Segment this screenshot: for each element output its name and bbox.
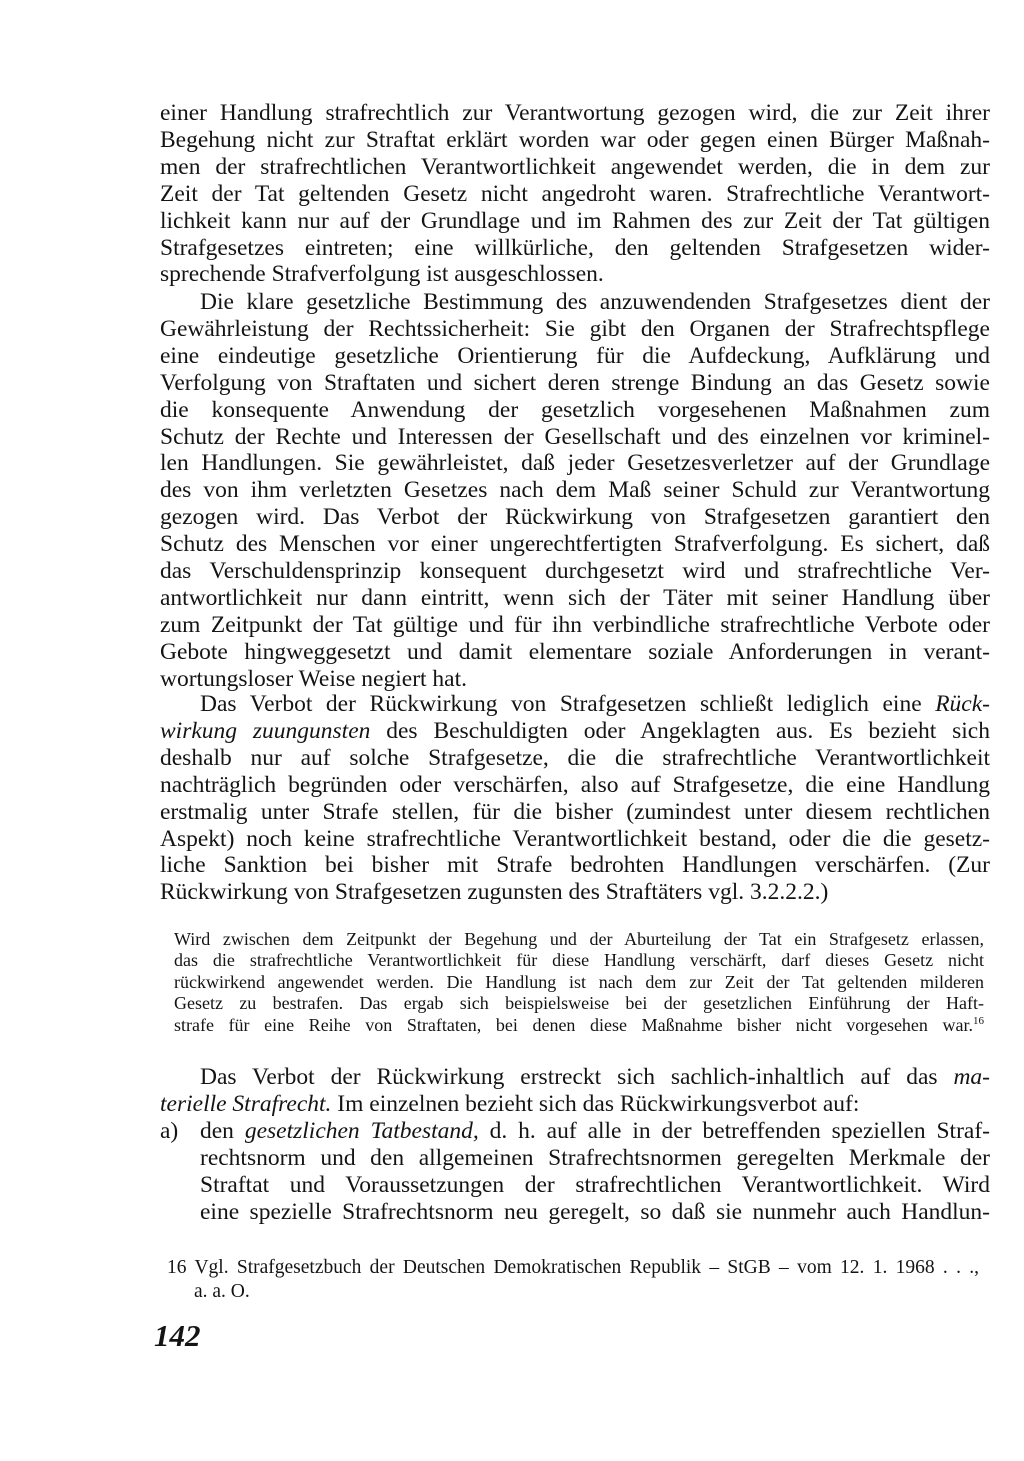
page-number: 142: [154, 1318, 201, 1353]
paragraph-4: [160, 1064, 990, 1225]
note-line: [174, 1015, 984, 1036]
list-item-a-line: rechtsnorm und den allgemeinen Strafrechtsnormen geregelten Merkmale der: [200, 1144, 990, 1171]
note-line: Wird zwischen dem Zeitpunkt der Begehung und der Aburteilung der Tat ein Strafgesetz erlassen,: [174, 929, 984, 949]
text-run: den: [200, 1117, 245, 1144]
emphasis-text: gesetzlichen Tatbestand,: [244, 1117, 479, 1144]
text-line: erstmalig unter Strafe stellen, für die bisher (zumindest unter diesem rechtlichen: [160, 798, 990, 825]
text-run: d. h. auf alle in der betreffenden speziellen Straf-: [478, 1117, 990, 1144]
footnote: [167, 1256, 979, 1303]
text-line: Aspekt) noch keine strafrechtliche Verantwortlichkeit bestand, oder die die gesetz-: [160, 825, 990, 852]
text-line: Verfolgung von Straftaten und sichert deren strenge Bindung an das Gesetz sowie: [160, 369, 990, 396]
text-line: len Handlungen. Sie gewährleistet, daß jeder Gesetzesverletzer auf der Grundlage: [160, 450, 990, 477]
note-line: das die strafrechtliche Verantwortlichkeit für diese Handlung verschärft, darf dieses Gesetz nicht: [174, 950, 984, 971]
text-line: liche Sanktion bei bisher mit Strafe bedrohten Handlungen verschärfen. (Zur: [160, 852, 990, 879]
note-text: strafe für eine Reihe von Straftaten, bei denen diese Maßnahme bisher nicht vorgesehen war.: [174, 1014, 973, 1035]
note-line: rückwirkend angewendet werden. Die Handlung ist nach dem zur Zeit der Tat geltenden milderen: [174, 971, 984, 992]
text-line: [160, 718, 990, 745]
text-line: die konsequente Anwendung der gesetzlich vorgesehenen Maßnahmen zum: [160, 396, 990, 423]
text-line: Schutz des Menschen vor einer ungerechtfertigten Strafverfolgung. Es sichert, daß: [160, 531, 990, 558]
list-item-a-line: eine spezielle Strafrechtsnorm neu geregelt, so daß sie nunmehr auch Handlun-: [200, 1198, 990, 1225]
text-line: gezogen wird. Das Verbot der Rückwirkung von Strafgesetzen garantiert den: [160, 504, 990, 531]
text-run: Das Verbot der Rückwirkung erstreckt sich sachlich-inhaltlich auf das: [200, 1064, 954, 1090]
footnote-reference[interactable]: 16: [973, 1014, 984, 1027]
footnote-line: a. a. O.: [194, 1280, 250, 1302]
note-line: Gesetz zu bestrafen. Das ergab sich beispielsweise bei der gesetzlichen Einführung der Haft-: [174, 993, 984, 1014]
text-line: Strafgesetzes eintreten; eine willkürliche, den geltenden Strafgesetzen wider-: [160, 234, 990, 261]
text-line: [160, 691, 990, 718]
text-run: des Beschuldigten oder Angeklagten aus. Es bezieht sich: [370, 717, 990, 744]
list-item-a-line: [160, 1118, 990, 1145]
list-item-a-line: Straftat und Voraussetzungen der strafrechtlichen Verantwortlichkeit. Wird: [200, 1171, 990, 1198]
text-line: nachträglich begründen oder verschärfen, also auf Strafgesetze, die eine Handlung: [160, 771, 990, 798]
text-line: wortungsloser Weise negiert hat.: [160, 665, 468, 692]
text-line: Gebote hingweggesetzt und damit elementare soziale Anforderungen in verant-: [160, 638, 990, 665]
emphasis-text: Rück-: [935, 691, 990, 717]
text-line: eine eindeutige gesetzliche Orientierung für die Aufdeckung, Aufklärung und: [160, 342, 990, 369]
text-line: Begehung nicht zur Straftat erklärt worden war oder gegen einen Bürger Maßnah-: [160, 126, 990, 153]
emphasis-text: terielle Strafrecht.: [160, 1090, 332, 1117]
paragraph-1: [160, 100, 990, 288]
text-run: Im einzelnen bezieht sich das Rückwirkungsverbot auf:: [331, 1090, 860, 1117]
text-line: lichkeit kann nur auf der Grundlage und im Rahmen des zur Zeit der Tat gültigen: [160, 207, 990, 234]
text-line: Zeit der Tat geltenden Gesetz nicht angedroht waren. Strafrechtliche Verantwort-: [160, 180, 990, 207]
text-line: sprechende Strafverfolgung ist ausgeschlossen.: [160, 261, 604, 288]
text-line: das Verschuldensprinzip konsequent durchgesetzt wird und strafrechtliche Ver-: [160, 558, 990, 585]
text-line: deshalb nur auf solche Strafgesetze, die die strafrechtliche Verantwortlichkeit: [160, 744, 990, 771]
emphasis-text: ma-: [953, 1064, 990, 1090]
text-line: zum Zeitpunkt der Tat gültige und für ihn verbindliche strafrechtliche Verbote oder: [160, 611, 990, 638]
text-line: einer Handlung strafrechtlich zur Verantwortung gezogen wird, die zur Zeit ihrer: [160, 100, 990, 126]
note-block: [174, 929, 984, 1036]
text-line: Rückwirkung von Strafgesetzen zugunsten des Straftäters vgl. 3.2.2.2.): [160, 879, 829, 906]
text-line: antwortlichkeit nur dann eintritt, wenn sich der Täter mit seiner Handlung über: [160, 584, 990, 611]
text-run: Das Verbot der Rückwirkung von Strafgesetzen schließt lediglich eine: [200, 691, 936, 717]
text-line: Gewährleistung der Rechtssicherheit: Sie gibt den Organen der Strafrechtspflege: [160, 315, 990, 342]
text-line: [160, 1091, 990, 1118]
list-marker: a): [160, 1117, 179, 1144]
paragraph-3: [160, 691, 990, 906]
text-line: des von ihm verletzten Gesetzes nach dem Maß seiner Schuld zur Verantwortung: [160, 477, 990, 504]
text-line: men der strafrechtlichen Verantwortlichkeit angewendet werden, die in dem zur: [160, 153, 990, 180]
emphasis-text: wirkung zuungunsten: [160, 717, 371, 744]
text-line: [160, 1064, 990, 1091]
text-line: Die klare gesetzliche Bestimmung des anzuwendenden Strafgesetzes dient der: [200, 289, 990, 315]
footnote-line: 16 Vgl. Strafgesetzbuch der Deutschen Demokratischen Republik – StGB – vom 12. 1. 1968 . . .,: [167, 1257, 979, 1278]
paragraph-2: [160, 289, 990, 693]
text-line: Schutz der Rechte und Interessen der Gesellschaft und des einzelnen vor kriminel-: [160, 423, 990, 450]
